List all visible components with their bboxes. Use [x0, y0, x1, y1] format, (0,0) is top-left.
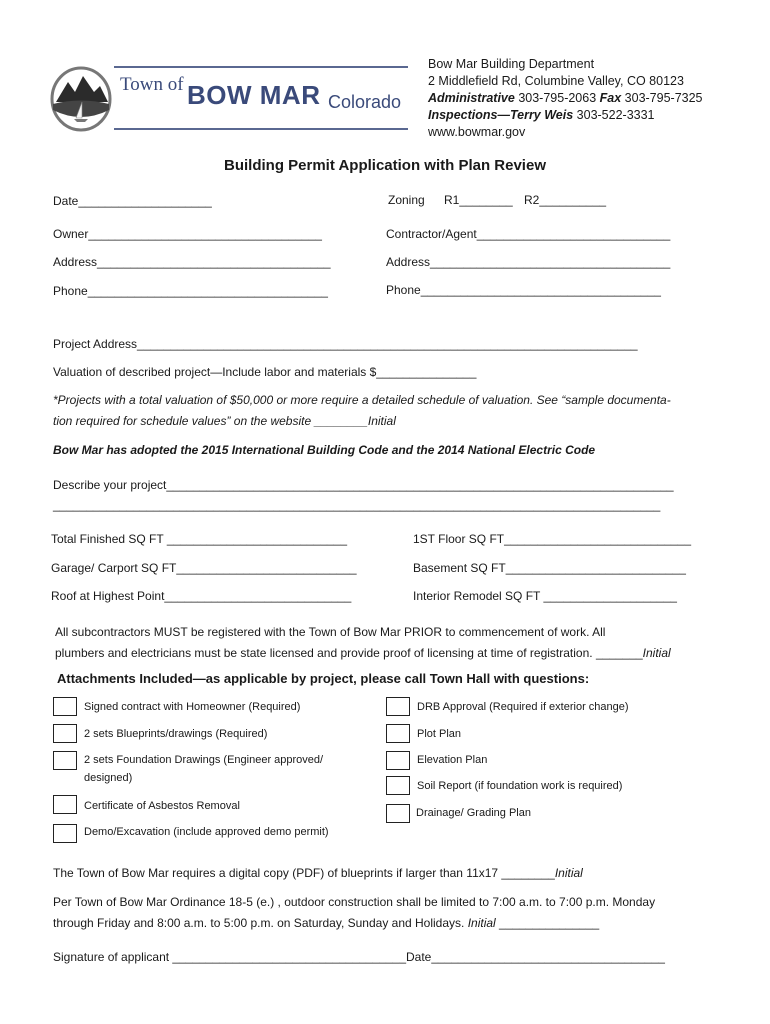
ordinance-text: through Friday and 8:00 a.m. to 5:00 p.m. on Saturday, Sunday and Holidays. — [53, 916, 468, 930]
plot-plan-checkbox[interactable] — [386, 724, 410, 743]
logo-name: BOW MAR — [187, 80, 321, 110]
logo-top-rule — [114, 66, 408, 68]
ordinance-line1: Per Town of Bow Mar Ordinance 18-5 (e.) , outdoor construction shall be limited to 7:00 a.m. to 7:00 p.m. Monday — [53, 895, 656, 909]
interior-remodel-sqft-field[interactable]: Interior Remodel SQ FT ____________________ — [413, 589, 677, 603]
basement-sqft-field[interactable]: Basement SQ FT___________________________ — [413, 561, 686, 575]
contractor-phone-field[interactable]: Phone____________________________________ — [386, 283, 661, 297]
signature-line[interactable]: Signature of applicant ___________________________________Date___________________________________ — [53, 950, 665, 964]
drainage-plan-label: Drainage/ Grading Plan — [416, 807, 531, 819]
mountain-lake-icon — [50, 66, 112, 132]
describe-project-line2[interactable]: ___________________________________________________________________________________________ — [53, 498, 661, 512]
signed-contract-label: Signed contract with Homeowner (Required) — [84, 701, 301, 713]
attachments-title: Attachments Included—as applicable by project, please call Town Hall with questions: — [57, 671, 590, 686]
inspections-phone: 303-522-3331 — [573, 108, 655, 122]
owner-phone-field[interactable]: Phone____________________________________ — [53, 284, 328, 298]
town-logo — [50, 62, 410, 140]
describe-project-field[interactable]: Describe your project____________________________________________________________________________ — [53, 478, 674, 492]
foundation-drawings-label-cont: designed) — [84, 772, 133, 784]
subcontractor-note-line1: All subcontractors MUST be registered with the Town of Bow Mar PRIOR to commencement of work. All — [55, 625, 606, 639]
ordinance-initial-blank: _______________ — [495, 916, 600, 930]
project-address-field[interactable]: Project Address___________________________________________________________________________ — [53, 337, 638, 351]
foundation-drawings-label: 2 sets Foundation Drawings (Engineer approved/ — [84, 754, 324, 766]
subcontractor-note-line2[interactable] — [55, 646, 671, 661]
date-field[interactable]: Date____________________ — [53, 194, 212, 208]
elevation-plan-label: Elevation Plan — [417, 754, 488, 766]
admin-label: Administrative — [428, 91, 515, 105]
plot-plan-label: Plot Plan — [417, 728, 462, 740]
dept-inspections-line — [428, 107, 703, 124]
zoning-r1-field[interactable]: R1________ — [444, 193, 513, 207]
dept-admin-line — [428, 90, 703, 107]
pdf-requirement-text: The Town of Bow Mar requires a digital copy (PDF) of blueprints if larger than 11x17 ________ — [53, 866, 555, 880]
total-sqft-field[interactable]: Total Finished SQ FT ___________________________ — [51, 532, 348, 546]
fax-label: Fax — [599, 91, 622, 105]
garage-sqft-field[interactable]: Garage/ Carport SQ FT___________________________ — [51, 561, 357, 575]
drb-approval-label: DRB Approval (Required if exterior change) — [417, 701, 629, 713]
department-info — [428, 56, 703, 141]
asbestos-checkbox[interactable] — [53, 795, 77, 814]
logo-state: Colorado — [328, 92, 402, 112]
blueprints-checkbox[interactable] — [53, 724, 77, 743]
valuation-note-line1: *Projects with a total valuation of $50,000 or more require a detailed schedule of valuation. See “sample documenta- — [53, 393, 671, 407]
ordinance-initial-label: Initial — [467, 916, 496, 930]
logo-bottom-rule — [114, 128, 408, 130]
logo-town-of: Town of — [120, 74, 184, 95]
owner-address-field[interactable]: Address___________________________________ — [53, 255, 331, 269]
demo-excavation-label: Demo/Excavation (include approved demo permit) — [84, 826, 329, 838]
admin-phone: 303-795-2063 — [514, 91, 600, 105]
initial-label: Initial — [642, 646, 671, 660]
building-code-note: Bow Mar has adopted the 2015 International Building Code and the 2014 National Electric Code — [53, 443, 596, 457]
contractor-field[interactable]: Contractor/Agent_____________________________ — [386, 227, 671, 241]
owner-field[interactable]: Owner___________________________________ — [53, 227, 322, 241]
valuation-field[interactable]: Valuation of described project—Include labor and materials $_______________ — [53, 365, 477, 379]
elevation-plan-checkbox[interactable] — [386, 751, 410, 770]
zoning-label: Zoning — [388, 193, 425, 207]
foundation-drawings-checkbox[interactable] — [53, 751, 77, 770]
zoning-r2-field[interactable]: R2__________ — [524, 193, 607, 207]
subcontractor-note-text: plumbers and electricians must be state licensed and provide proof of licensing at time of registration. _______ — [55, 646, 643, 660]
demo-excavation-checkbox[interactable] — [53, 824, 77, 843]
pdf-initial-label: Initial — [554, 866, 583, 880]
inspections-label: Inspections—Terry Weis — [428, 108, 574, 122]
blueprints-label: 2 sets Blueprints/drawings (Required) — [84, 728, 268, 740]
asbestos-label: Certificate of Asbestos Removal — [84, 800, 240, 812]
page-title: Building Permit Application with Plan Review — [224, 157, 546, 174]
dept-address: 2 Middlefield Rd, Columbine Valley, CO 80123 — [428, 74, 684, 88]
ordinance-line2[interactable] — [53, 916, 599, 931]
roof-height-field[interactable]: Roof at Highest Point____________________________ — [51, 589, 352, 603]
signed-contract-checkbox[interactable] — [53, 697, 77, 716]
soil-report-label: Soil Report (if foundation work is required) — [417, 780, 623, 792]
drainage-plan-checkbox[interactable] — [386, 804, 410, 823]
fax-phone: 303-795-7325 — [621, 91, 703, 105]
contractor-address-field[interactable]: Address____________________________________ — [386, 255, 671, 269]
pdf-requirement-line[interactable] — [53, 866, 583, 881]
soil-report-checkbox[interactable] — [386, 776, 410, 795]
dept-website: www.bowmar.gov — [428, 125, 526, 139]
drb-approval-checkbox[interactable] — [386, 697, 410, 716]
dept-name: Bow Mar Building Department — [428, 57, 595, 71]
valuation-note-line2[interactable]: tion required for schedule values” on the website ________Initial — [53, 414, 396, 428]
first-floor-sqft-field[interactable]: 1ST Floor SQ FT____________________________ — [413, 532, 691, 546]
